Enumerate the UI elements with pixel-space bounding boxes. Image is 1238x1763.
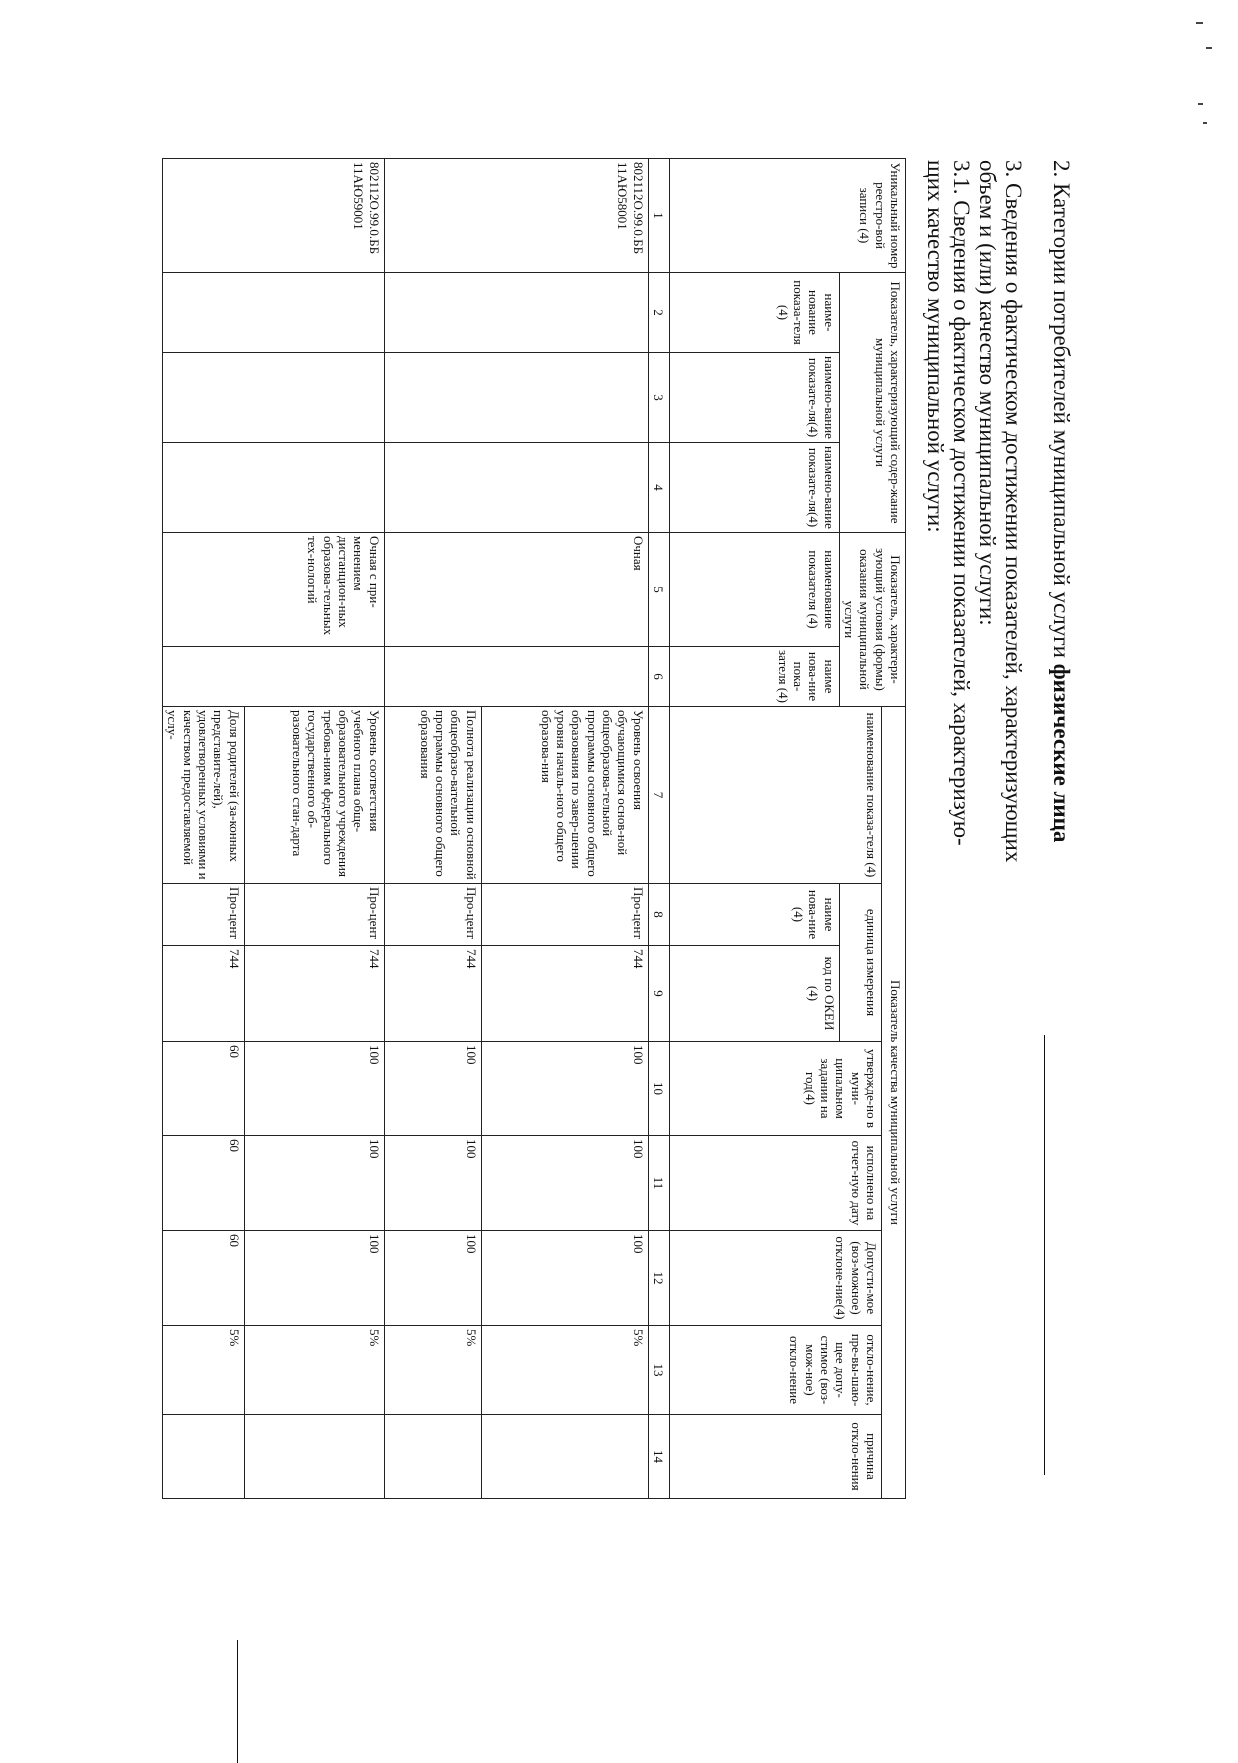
indicator-name-cell: Полнота реализации основной общеобразо-вательной программы основного общего образования [384,707,481,884]
unit-cell: Про-цент [384,884,481,946]
executed-cell: 100 [244,1136,384,1231]
okei-cell: 744 [244,946,384,1042]
th-approved: утвержде-но в муни-ципальном задании на год(4) [669,1042,881,1136]
allowed-cell: 60 [163,1231,245,1326]
th-indicator-name: наименование показа-теля (4) [669,707,881,884]
approved-cell: 60 [163,1042,245,1136]
empty-cell [163,647,385,707]
approved-cell: 100 [244,1042,384,1136]
unit-cell: Про-цент [244,884,384,946]
exceed-cell: 5% [163,1326,245,1415]
empty-cell [384,443,648,533]
executed-cell: 100 [481,1136,648,1231]
reason-cell [163,1415,245,1499]
th-unit-group: единица измерения [839,884,881,1042]
empty-cell [384,647,648,707]
th-quality-group: Показатель качества муниципальной услуги [882,707,906,1499]
heading-underline [1044,1035,1045,1475]
reason-cell [244,1415,384,1499]
th-exceeding-deviation: откло-нение, пре-вы-шаю-щее допу-стимое (воз-мож-ное) откло-нение [669,1326,881,1415]
empty-cell [163,353,385,443]
reason-cell [481,1415,648,1499]
allowed-cell: 100 [481,1231,648,1326]
col-number: 3 [648,353,669,443]
th-cond-col-1: наименование показателя (4) [669,533,839,647]
indicator-name-cell: Доля родителей (за-конных представите-лей), удовлетворенных условиями и качеством предоставляемой услу- [163,707,245,884]
th-unit-name: наиме нова-ние (4) [669,884,839,946]
th-unique-no: Уникальный номер реестро-вой записи (4) [669,159,905,273]
table-row [244,159,384,1499]
col-number: 1 [648,159,669,273]
allowed-cell: 100 [244,1231,384,1326]
executed-cell: 100 [384,1136,481,1231]
heading-line-2: 3. Сведения о фактическом достижении показателей, характеризующих [1001,160,1026,863]
col-number: 2 [648,273,669,353]
header-row-1 [882,159,906,1499]
col-number: 10 [648,1042,669,1136]
th-content-col-2: наимено-вание показате-ля(4) [669,353,839,443]
th-content-col-3: наимено-вание показате-ля(4) [669,443,839,533]
col-number: 6 [648,647,669,707]
th-executed: исполнено на отчет-ную дату [669,1136,881,1231]
th-content-col-1: наиме-нование показа-теля (4) [669,273,839,353]
th-conditions-group: Показатель, характери-зующий условия (формы) оказания муниципальной услуги [839,533,905,707]
unit-cell: Про-цент [163,884,245,946]
trailing-rule [237,1640,238,1763]
th-reason: причина отклo-нения [669,1415,881,1499]
col-number: 11 [648,1136,669,1231]
form-cell: Очная с при-менением дистанцион-ных образова-тельных тех-нологий [163,533,385,647]
heading-line-1: 2. Категории потребителей муниципальной услуги физические лица [1049,160,1074,843]
quality-table [162,158,906,1499]
empty-cell [384,353,648,443]
th-content-group: Показатель, характеризующий содер-жание муниципальной услуги [839,273,905,533]
col-number: 12 [648,1231,669,1326]
table-row [481,159,648,1499]
executed-cell: 60 [163,1136,245,1231]
col-number: 13 [648,1326,669,1415]
unit-cell: Про-цент [481,884,648,946]
col-number: 5 [648,533,669,647]
okei-cell: 744 [481,946,648,1042]
heading-line-5: щих качество муниципальной услуги: [923,160,948,533]
col-number: 9 [648,946,669,1042]
approved-cell: 100 [384,1042,481,1136]
unique-no-cell: 802112О.99.0.ББ 11АЮ59001 [163,159,385,273]
th-cond-col-2: наиме нова-ние пока-зателя (4) [669,647,839,707]
empty-cell [384,273,648,353]
empty-cell [163,443,385,533]
col-number: 14 [648,1415,669,1499]
indicator-name-cell: Уровень соответствия учебного плана обще-образовательного учреждения требова-ниям федерального государственного об-разовательного стан-дарта [244,707,384,884]
col-number: 8 [648,884,669,946]
col-number: 7 [648,707,669,884]
th-okei: код по ОКЕИ (4) [669,946,839,1042]
th-allowed-deviation: Допусти-мое (воз-можное) отклоне-ние(4) [669,1231,881,1326]
col-number: 4 [648,443,669,533]
okei-cell: 744 [384,946,481,1042]
empty-cell [163,273,385,353]
heading-line-4: 3.1. Сведения о фактическом достижении показателей, характеризую- [949,160,974,846]
unique-no-cell: 802112О.99.0.ББ 11АЮ58001 [384,159,648,273]
reason-cell [384,1415,481,1499]
allowed-cell: 100 [384,1231,481,1326]
exceed-cell: 5% [481,1326,648,1415]
indicator-name-cell: Уровень освоения обучающимися основ-ной общеобразова-тельной программы основного общего образования по завер-шении уровня началь-ного общего образова-ния [481,707,648,884]
column-number-row [648,159,669,1499]
exceed-cell: 5% [244,1326,384,1415]
heading-line-3: объем и (или) качество муниципальной услуги: [975,160,1000,626]
exceed-cell: 5% [384,1326,481,1415]
okei-cell: 744 [163,946,245,1042]
form-cell: Очная [384,533,648,647]
approved-cell: 100 [481,1042,648,1136]
